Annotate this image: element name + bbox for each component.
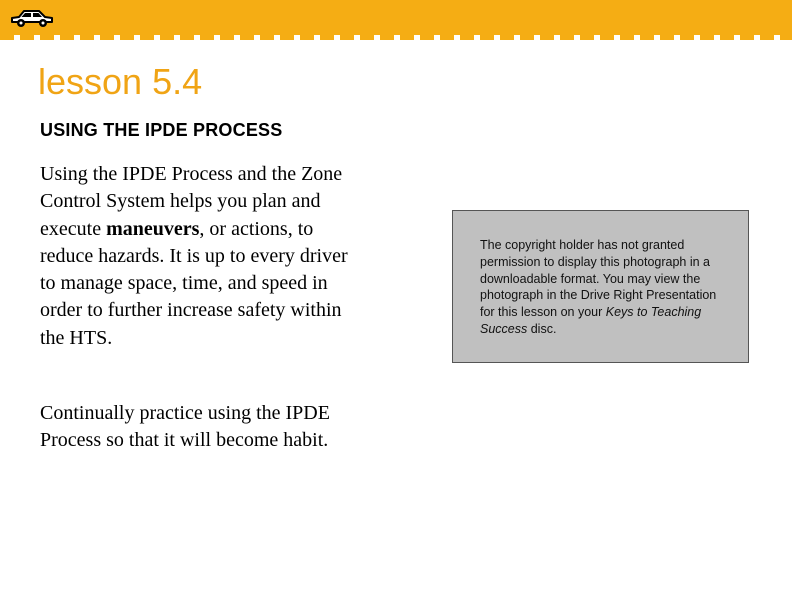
body-paragraph-1 [40, 161, 360, 352]
notice-text-end: disc. [527, 321, 557, 336]
lesson-title: lesson 5.4 [38, 61, 203, 102]
paragraph-text: Using the IPDE Process and the Zone Control System helps you plan and execute [40, 163, 343, 240]
paragraph-text: , or actions, to reduce hazards. It is up to every driver to manage space, time, and speed in order to further increase safety within the HTS. [40, 217, 348, 349]
header-bar [0, 0, 792, 38]
notice-text: The copyright holder has not granted permission to display this photograph in a downloadable format. You may view the photograph in the Drive Right Presentation for this lesson on your [480, 238, 717, 320]
photo-placeholder [452, 210, 749, 363]
copyright-notice [480, 237, 730, 338]
body-paragraph-2: Continually practice using the IPDE Process so that it will become habit. [40, 402, 330, 452]
key-term-maneuvers: maneuvers [106, 217, 200, 240]
section-heading: USING THE IPDE PROCESS [40, 120, 283, 140]
disc-title: Keys to Teaching Success [480, 305, 702, 336]
header-dashed-edge [0, 35, 792, 40]
car-icon [10, 7, 54, 29]
